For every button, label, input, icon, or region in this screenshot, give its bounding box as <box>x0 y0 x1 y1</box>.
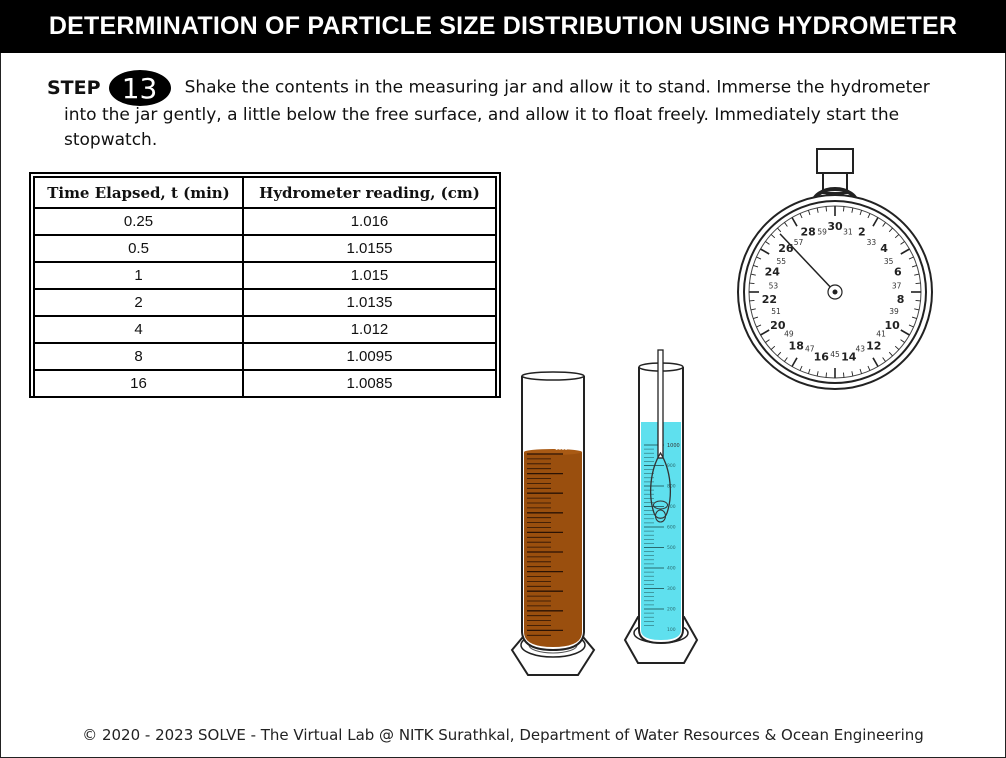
water-jar-mark-label: 500 <box>667 546 676 551</box>
water-jar-mark-label: 300 <box>667 587 676 592</box>
hydrometer-jar-icon[interactable] <box>620 345 705 670</box>
time-cell: 0.5 <box>34 235 243 262</box>
water-jar-mark-label: 700 <box>667 505 676 510</box>
water-jar-mark-label: 800 <box>667 484 676 490</box>
reading-cell: 1.0135 <box>243 289 496 316</box>
stopwatch-outer-number: 18 <box>788 339 804 353</box>
stopwatch-inner-number: 41 <box>876 329 886 339</box>
stopwatch-outer-number: 28 <box>800 225 816 239</box>
time-cell: 0.25 <box>34 208 243 235</box>
time-cell: 4 <box>34 316 243 343</box>
water-jar-mark-label: 100 <box>667 628 676 633</box>
water-jar-mark-label: 900 <box>667 464 676 469</box>
table-row <box>34 208 496 235</box>
table-row <box>34 343 496 370</box>
stopwatch-inner-number: 39 <box>889 307 899 317</box>
page-title: DETERMINATION OF PARTICLE SIZE DISTRIBUTION USING HYDROMETER <box>0 0 1006 53</box>
soil-measuring-jar-icon[interactable] <box>505 370 600 685</box>
stopwatch-inner-number: 45 <box>830 350 840 359</box>
water-jar-mark-label: 200 <box>667 607 676 613</box>
soil-jar-top-label: 1000 <box>555 446 568 452</box>
footer-copyright: © 2020 - 2023 SOLVE - The Virtual Lab @ NITK Surathkal, Department of Water Resources & Ocean Engineering <box>82 726 924 744</box>
stopwatch-outer-number: 30 <box>827 220 843 233</box>
stopwatch-inner-number: 37 <box>891 281 902 291</box>
step-text-first-line: Shake the contents in the measuring jar and allow it to stand. Immerse the hydrometer <box>184 77 930 98</box>
stopwatch-outer-number: 10 <box>884 319 900 332</box>
step-number-badge: 13 <box>109 70 171 106</box>
table-row <box>34 370 496 397</box>
reading-cell: 1.015 <box>243 262 496 289</box>
table-row <box>34 262 496 289</box>
table-row <box>34 235 496 262</box>
stopwatch-inner-number: 51 <box>771 307 781 317</box>
water-jar-top-label: 1000 <box>667 443 680 449</box>
time-cell: 1 <box>34 262 243 289</box>
stopwatch-inner-number: 43 <box>855 344 865 354</box>
stopwatch-outer-number: 24 <box>764 265 780 279</box>
stopwatch-outer-number: 12 <box>866 339 882 353</box>
soil-suspension <box>524 452 582 647</box>
time-cell: 2 <box>34 289 243 316</box>
table-row <box>34 316 496 343</box>
step-instructions <box>47 70 977 153</box>
stopwatch-inner-number: 33 <box>866 237 877 247</box>
stopwatch-inner-number: 49 <box>784 329 794 339</box>
reading-cell: 1.0085 <box>243 370 496 397</box>
stopwatch-outer-number: 8 <box>896 292 905 306</box>
reading-cell: 1.0155 <box>243 235 496 262</box>
stopwatch-outer-number: 2 <box>858 225 866 239</box>
stopwatch-outer-number: 22 <box>761 292 778 306</box>
water-jar-mark-label: 600 <box>667 525 676 531</box>
reading-cell: 1.012 <box>243 316 496 343</box>
stopwatch-outer-number: 4 <box>880 241 888 255</box>
stopwatch-inner-number: 55 <box>776 257 787 266</box>
stopwatch-inner-number: 31 <box>843 227 853 237</box>
step-text-continuation: into the jar gently, a little below the free surface, and allow it to float freely. Immediately start the stopwatch. <box>64 105 900 150</box>
table-row <box>34 289 496 316</box>
stopwatch-icon[interactable] <box>730 145 950 400</box>
table-header-row <box>34 177 496 208</box>
water-jar-mark-label: 400 <box>667 566 676 572</box>
stopwatch-inner-number: 57 <box>793 237 804 247</box>
reading-column-header: Hydrometer reading, (cm) <box>243 177 496 208</box>
reading-cell: 1.0095 <box>243 343 496 370</box>
stopwatch-inner-number: 59 <box>817 227 827 237</box>
reading-cell: 1.016 <box>243 208 496 235</box>
stopwatch-outer-number: 14 <box>841 350 857 364</box>
step-label: STEP <box>47 76 101 99</box>
stopwatch-inner-number: 47 <box>805 344 815 354</box>
observation-table <box>29 172 501 398</box>
time-cell: 8 <box>34 343 243 370</box>
stopwatch-inner-number: 53 <box>768 281 779 291</box>
stopwatch-outer-number: 20 <box>770 319 786 332</box>
time-column-header: Time Elapsed, t (min) <box>34 177 243 208</box>
time-cell: 16 <box>34 370 243 397</box>
stopwatch-outer-number: 26 <box>778 241 794 255</box>
stopwatch-inner-number: 35 <box>883 257 894 266</box>
stopwatch-outer-number: 6 <box>893 265 902 279</box>
stopwatch-outer-number: 16 <box>813 350 829 364</box>
